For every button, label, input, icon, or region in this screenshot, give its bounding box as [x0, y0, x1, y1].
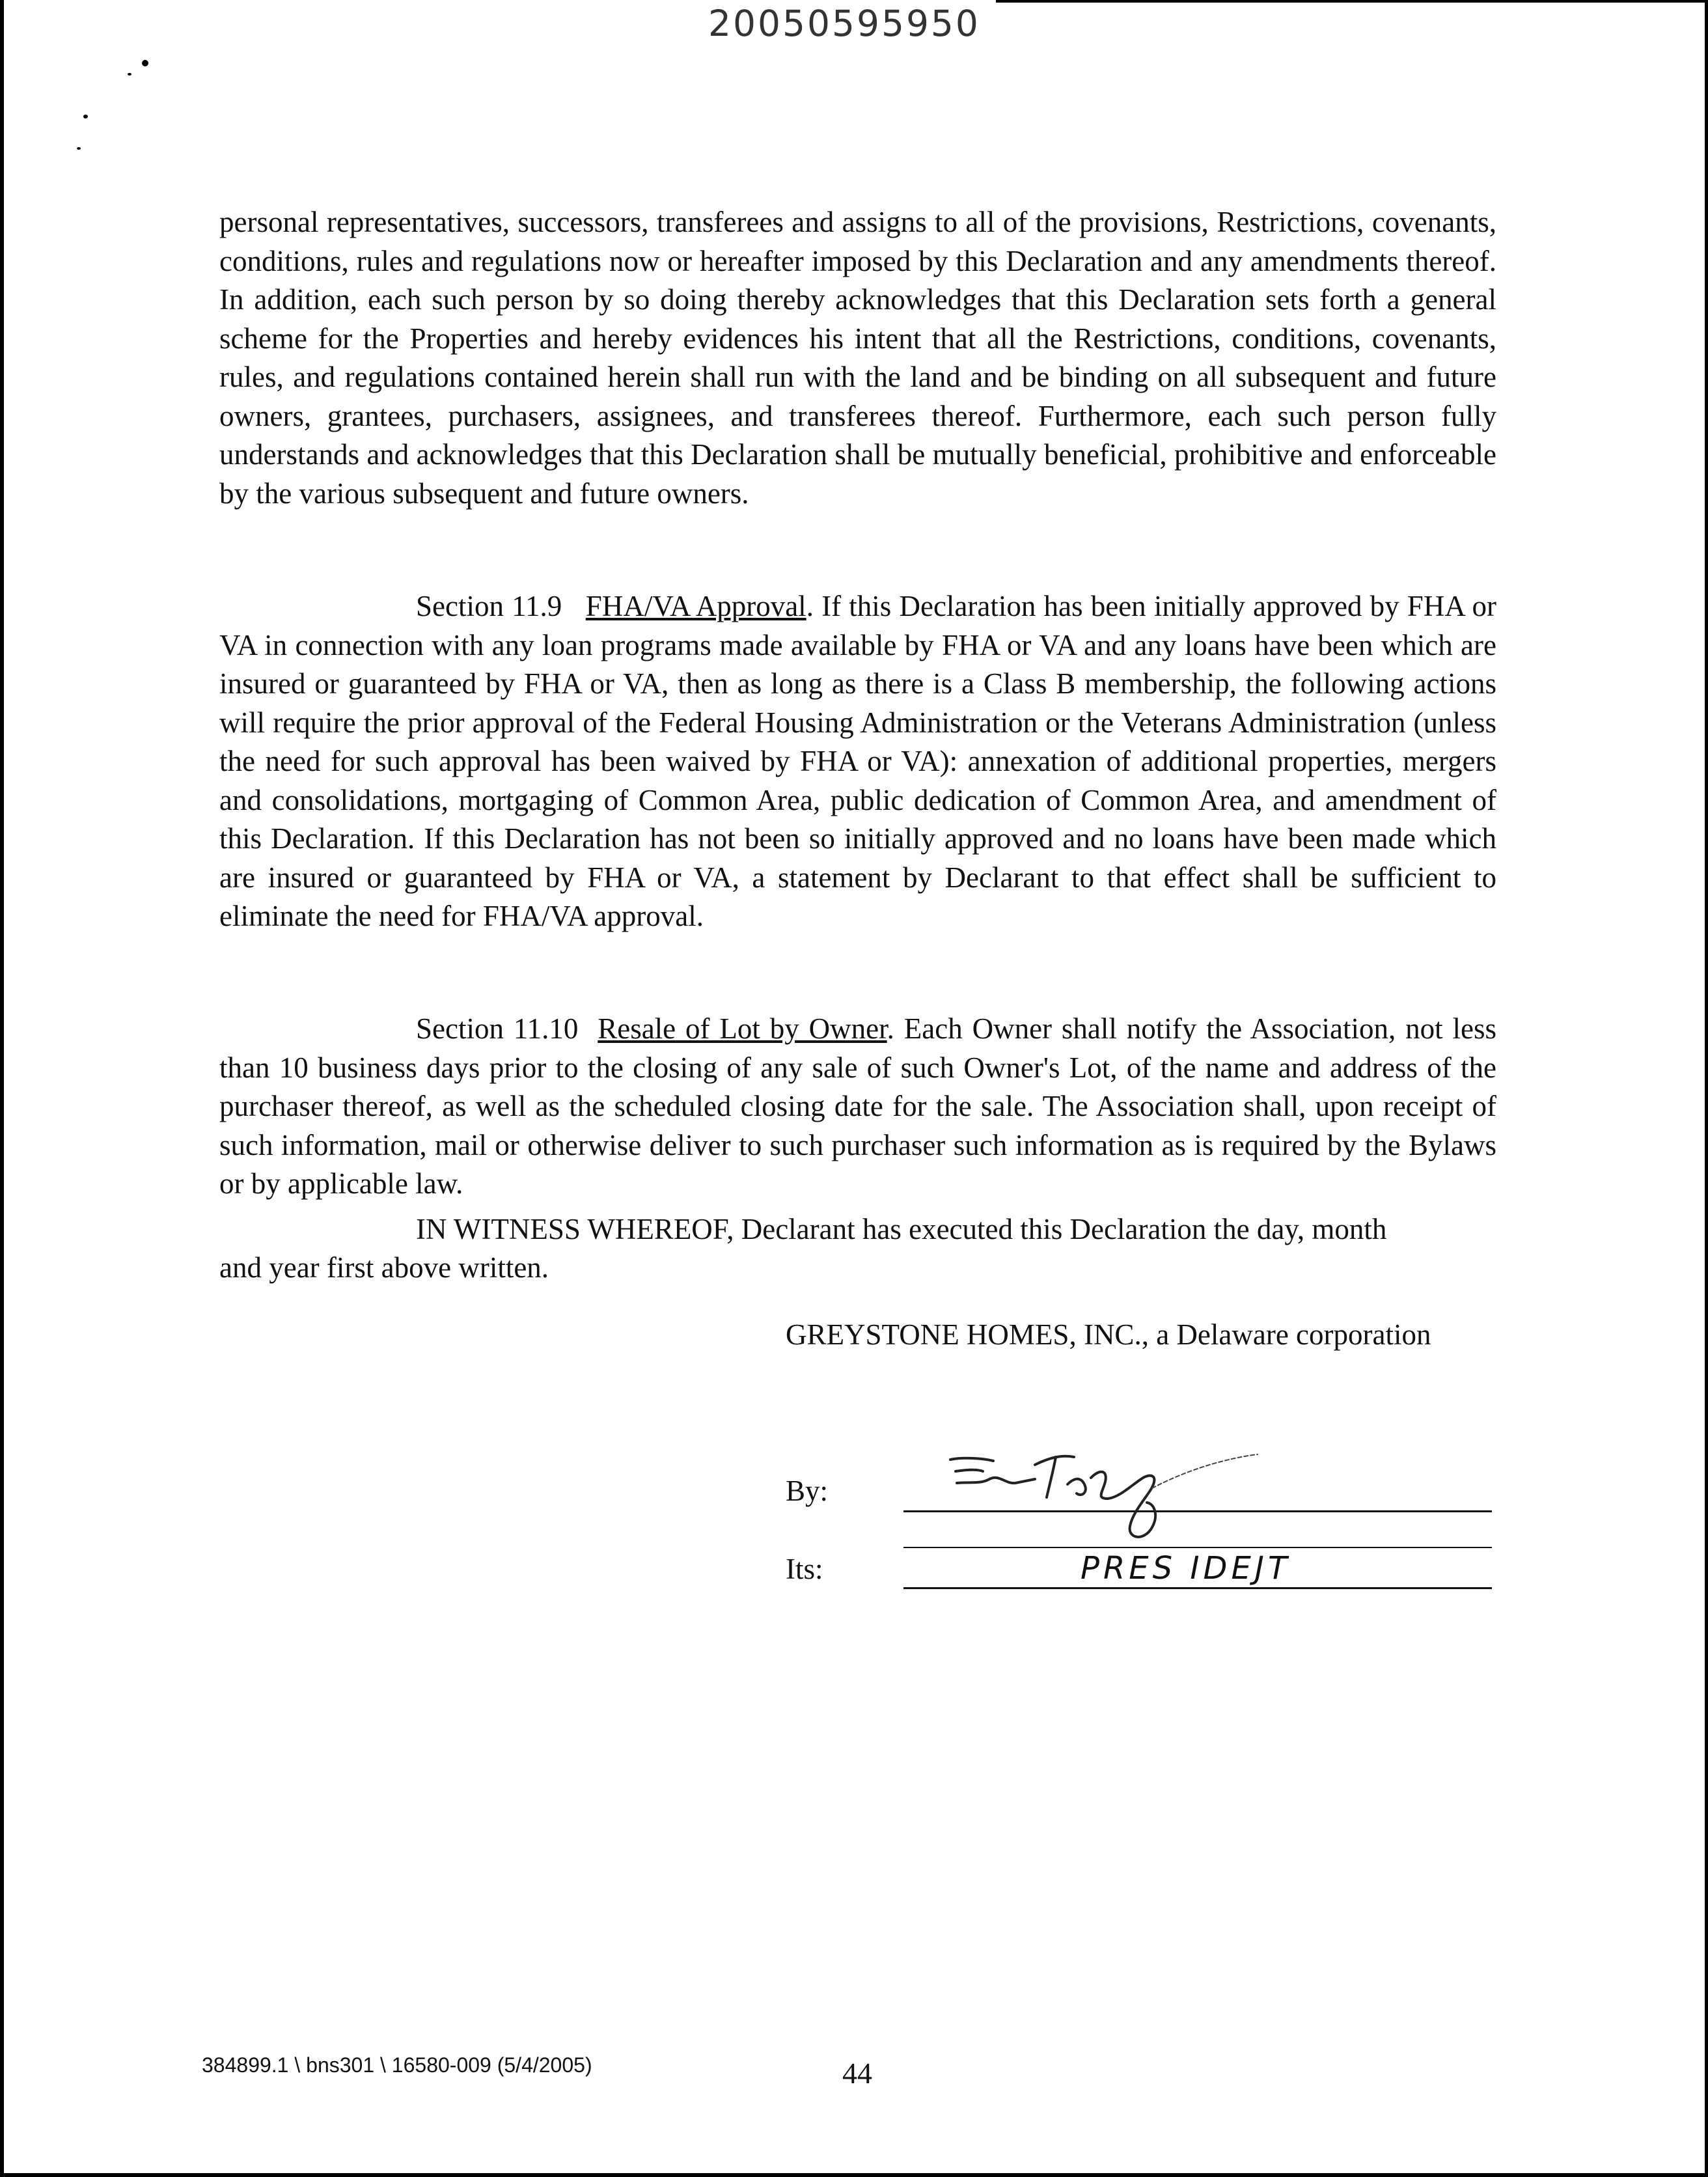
handwritten-signature [937, 1445, 1263, 1549]
handwritten-title: PRES IDEJT [1081, 1550, 1291, 1587]
section-text: . Each Owner shall notify the Association, not less than 10 business days prior to the closing of any sale of such Owner's Lot, of the name and address of the purchaser thereof, as well as the scheduled closing date for the sale. The Association shall, upon receipt of such information, mail or otherwise deliver to such purchaser such information as is required by the Bylaws or by applicable law. [219, 1012, 1496, 1200]
scan-edge-top [996, 0, 1708, 3]
section-11-10 [219, 1010, 1496, 1204]
document-number: 20050595950 [708, 3, 980, 44]
footer-reference: 384899.1 \ bns301 \ 16580-009 (5/4/2005) [202, 2053, 592, 2077]
by-label: By: [786, 1475, 829, 1507]
section-number: Section 11.9 [416, 590, 562, 622]
scan-speck [142, 60, 148, 66]
its-line [903, 1587, 1492, 1589]
scan-speck [77, 147, 81, 150]
section-title: FHA/VA Approval [585, 590, 806, 622]
section-title: Resale of Lot by Owner [598, 1012, 887, 1045]
witness-line-1: IN WITNESS WHEREOF, Declarant has executed this Declaration the day, month [416, 1213, 1387, 1245]
witness-line-2: and year first above written. [219, 1251, 549, 1284]
scan-speck [128, 73, 131, 76]
its-label: Its: [786, 1553, 823, 1585]
scan-edge-right [1705, 0, 1708, 2177]
page-number: 44 [842, 2057, 872, 2090]
scan-speck [83, 115, 88, 118]
section-11-9 [219, 587, 1496, 936]
paragraph-covenants: personal representatives, successors, transferees and assigns to all of the provisions, Restrictions, covenants, conditions, rules and regulations now or hereafter imposed by this Declaration and any amendments thereof. In addition, each such person by so doing thereby acknowledges that this Declaration sets forth a general scheme for the Properties and hereby evidences his intent that all the Restrictions, conditions, covenants, rules, and regulations contained herein shall run with the land and be binding on all subsequent and future owners, grantees, purchasers, assignees, and transferees thereof. Furthermore, each such person fully understands and acknowledges that this Declaration shall be mutually beneficial, prohibitive and enforceable by the various subsequent and future owners. [219, 206, 1496, 510]
section-number: Section 11.10 [416, 1012, 579, 1045]
company-name: GREYSTONE HOMES, INC., a Delaware corporation [786, 1318, 1431, 1351]
section-text: . If this Declaration has been initially approved by FHA or VA in connection with any loan programs made available by FHA or VA and any loans have been which are insured or guaranteed by FHA or VA, then as long as there is a Class B membership, the following actions will require the prior approval of the Federal Housing Administration or the Veterans Administration (unless the need for such approval has been waived by FHA or VA): annexation of additional properties, mergers and consolidations, mortgaging of Common Area, public dedication of Common Area, and amendment of this Declaration. If this Declaration has not been so initially approved and no loans have been made which are insured or guaranteed by FHA or VA, a statement by Declarant to that effect shall be sufficient to eliminate the need for FHA/VA approval. [219, 590, 1497, 932]
